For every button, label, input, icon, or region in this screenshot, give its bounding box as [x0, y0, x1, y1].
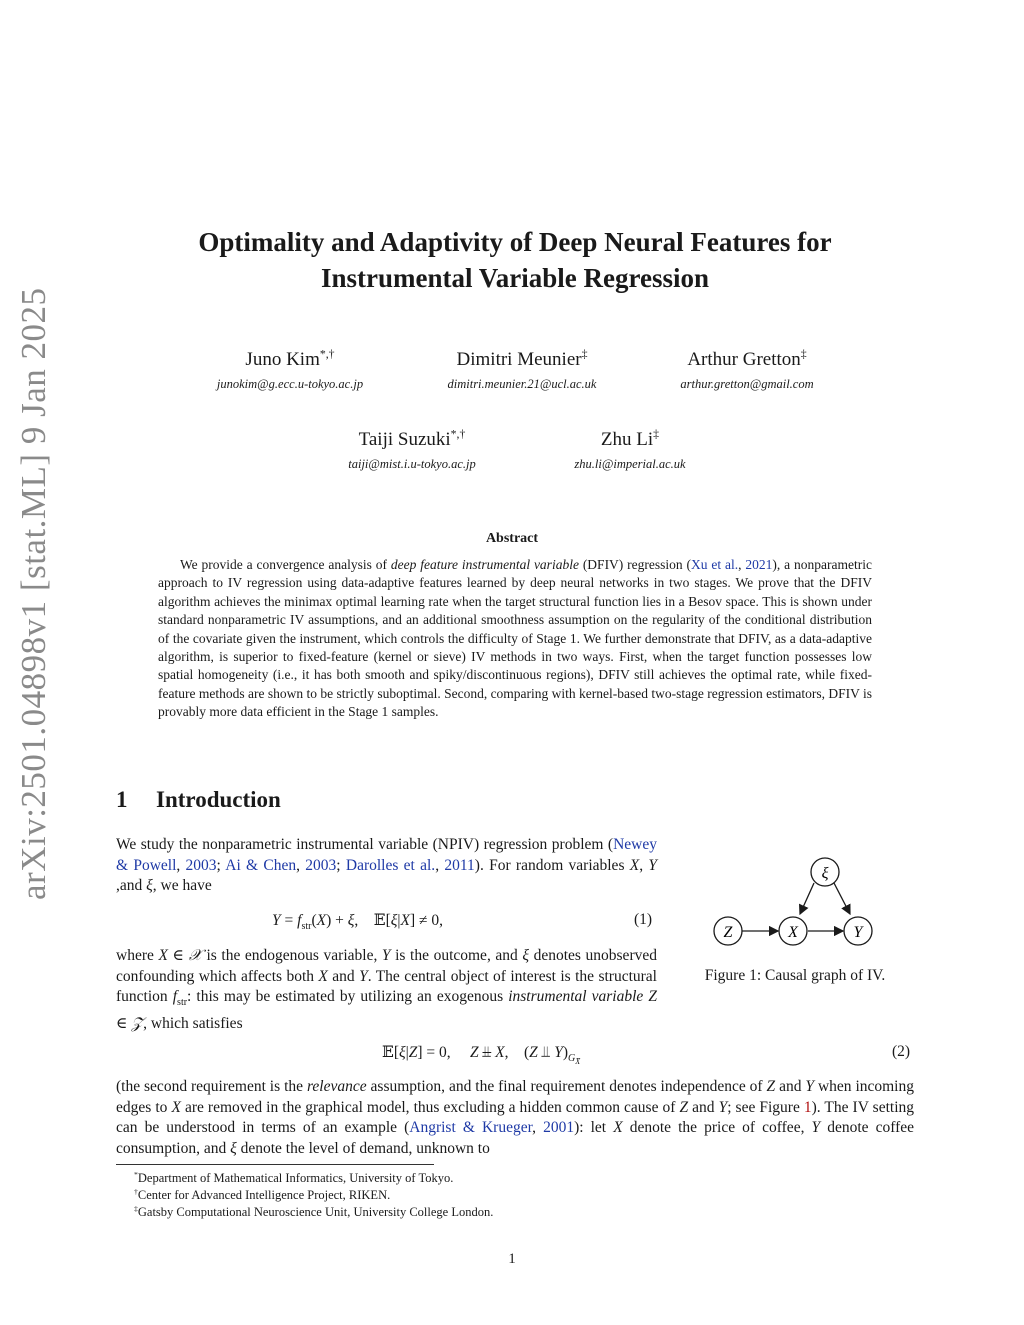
author-block [617, 349, 877, 392]
section-title: Introduction [156, 787, 281, 812]
footnote: *Department of Mathematical Informatics, University of Tokyo. [134, 1169, 454, 1185]
author-block [160, 349, 420, 392]
arxiv-stamp: arXiv:2501.04898v1 [stat.ML] 9 Jan 2025 [14, 287, 53, 900]
citation-link[interactable]: Ai & Chen [225, 856, 297, 874]
equation-number: (2) [892, 1043, 911, 1060]
citation-link[interactable]: Xu et al. [691, 557, 739, 572]
author-name: Zhu Li‡ [600, 427, 660, 450]
footnote: ‡Gatsby Computational Neuroscience Unit, University College London. [134, 1203, 494, 1219]
svg-text:Z: Z [723, 924, 733, 941]
graph-node-y [844, 917, 872, 945]
footnotes [134, 1170, 914, 1221]
section-heading [116, 787, 281, 813]
paper-title [100, 224, 930, 296]
author-email[interactable]: zhu.li@imperial.ac.uk [574, 457, 686, 471]
footnote: †Center for Advanced Intelligence Project, RIKEN. [134, 1186, 391, 1202]
body-paragraph: (the second requirement is the relevance assumption, and the final requirement denotes independence of Z and Y when incoming edges to X are removed in the graphical model, thus excluding a hidden common cause of Z and Y; see Figure 1). The IV setting can be understood in terms of an example (Angrist & Krueger, 2001): let X denote the price of coffee, Y denote coffee consumption, and ξ denote the level of demand, unknown to [116, 1078, 915, 1157]
edge-xi-x [800, 883, 814, 914]
edge-xi-y [834, 883, 850, 914]
graph-node-xi [811, 858, 839, 886]
svg-text:ξ: ξ [821, 865, 829, 882]
graph-node-z [714, 917, 742, 945]
citation-year-link[interactable]: 2003 [185, 856, 217, 874]
causal-graph-figure [700, 850, 900, 950]
figure-caption: Figure 1: Causal graph of IV. [704, 967, 886, 984]
author-email[interactable]: arthur.gretton@gmail.com [680, 377, 814, 391]
citation-year-link[interactable]: 2011 [444, 856, 475, 874]
citation-link[interactable]: Newey & Powell [116, 836, 657, 874]
title-line-1: Optimality and Adaptivity of Deep Neural Features for [198, 227, 832, 257]
abstract-body: We provide a convergence analysis of deep feature instrumental variable (DFIV) regression (Xu et al., 2021), a nonparametric approach to IV regression using data-adaptive features learned by deep neural networks in two stages. We prove that the DFIV algorithm achieves the minimax optimal learning rate when the target structural function lies in a Besov space. This is shown under standard nonparametric IV assumptions, and an additional smoothness assumption on the regularity of the conditional distribution of the covariate given the instrument, which controls the difficulty of Stage 1. We further demonstrate that DFIV, as a data-adaptive algorithm, is superior to fixed-feature (kernel or sieve) IV methods in two ways. First, when the target function possesses low spatial homogeneity (i.e., it has both smooth and spiky/discontinuous regions), DFIV still achieves the optimal rate, while fixed-feature methods are shown to be strictly suboptimal. Second, comparing with kernel-based two-stage regression estimators, DFIV is provably more data efficient in the Stage 1 samples. [158, 557, 872, 720]
citation-year-link[interactable]: 2003 [305, 856, 337, 874]
citation-link[interactable]: Angrist & Krueger [409, 1119, 533, 1136]
emphasis-text: relevance [306, 1078, 367, 1095]
author-block [392, 349, 652, 392]
footnote-rule [116, 1164, 434, 1165]
title-line-2: Instrumental Variable Regression [320, 263, 710, 293]
figure-ref-link[interactable]: 1 [803, 1098, 812, 1116]
intro-paragraph: We study the nonparametric instrumental variable (NPIV) regression problem (Newey & Powell, 2003; Ai & Chen, 2003; Darolles et al., 2011). For random variables X, Y ,and ξ, we have [116, 836, 658, 894]
body-paragraph: where X ∈ 𝒳 is the endogenous variable, Y is the outcome, and ξ denotes unobserved confounding which affects both X and Y. The central object of interest is the structural function $f_{str}$: this may be estimated by utilizing an exogenous instrumental variable Z ∈ 𝒵, which satisfies [116, 947, 657, 1032]
author-name: Arthur Gretton‡ [687, 347, 807, 370]
svg-text:X: X [788, 924, 798, 941]
page-number: 1 [508, 1251, 516, 1267]
svg-text:Y: Y [853, 924, 863, 941]
equation-2: 𝔼[ξ|Z] = 0, Z ⫫ X, (Z ⫫ $Y)_{G_{X̄}}$ [382, 1044, 581, 1067]
emphasis-text: instrumental variable [508, 988, 644, 1005]
author-email[interactable]: dimitri.meunier.21@ucl.ac.uk [447, 377, 597, 391]
author-name: Juno Kim*,† [245, 347, 335, 370]
section-number: 1 [116, 787, 128, 812]
equation-1: $Y = f_{str}(X) + \xi$, 𝔼[ξ|X] ≠ 0, [272, 912, 443, 933]
author-name: Taiji Suzuki*,† [358, 427, 466, 450]
graph-node-x [779, 917, 807, 945]
citation-year-link[interactable]: 2001 [543, 1119, 575, 1136]
author-email[interactable]: taiji@mist.i.u-tokyo.ac.jp [348, 457, 476, 471]
abstract-emphasis: deep feature instrumental variable [390, 557, 579, 572]
author-block [500, 429, 760, 472]
abstract-heading: Abstract [485, 531, 539, 546]
citation-link[interactable]: Darolles et al. [345, 856, 436, 874]
author-email[interactable]: junokim@g.ecc.u-tokyo.ac.jp [216, 377, 364, 391]
citation-year-link[interactable]: 2021 [745, 557, 773, 572]
author-name: Dimitri Meunier‡ [456, 347, 588, 370]
equation-number: (1) [634, 911, 653, 928]
